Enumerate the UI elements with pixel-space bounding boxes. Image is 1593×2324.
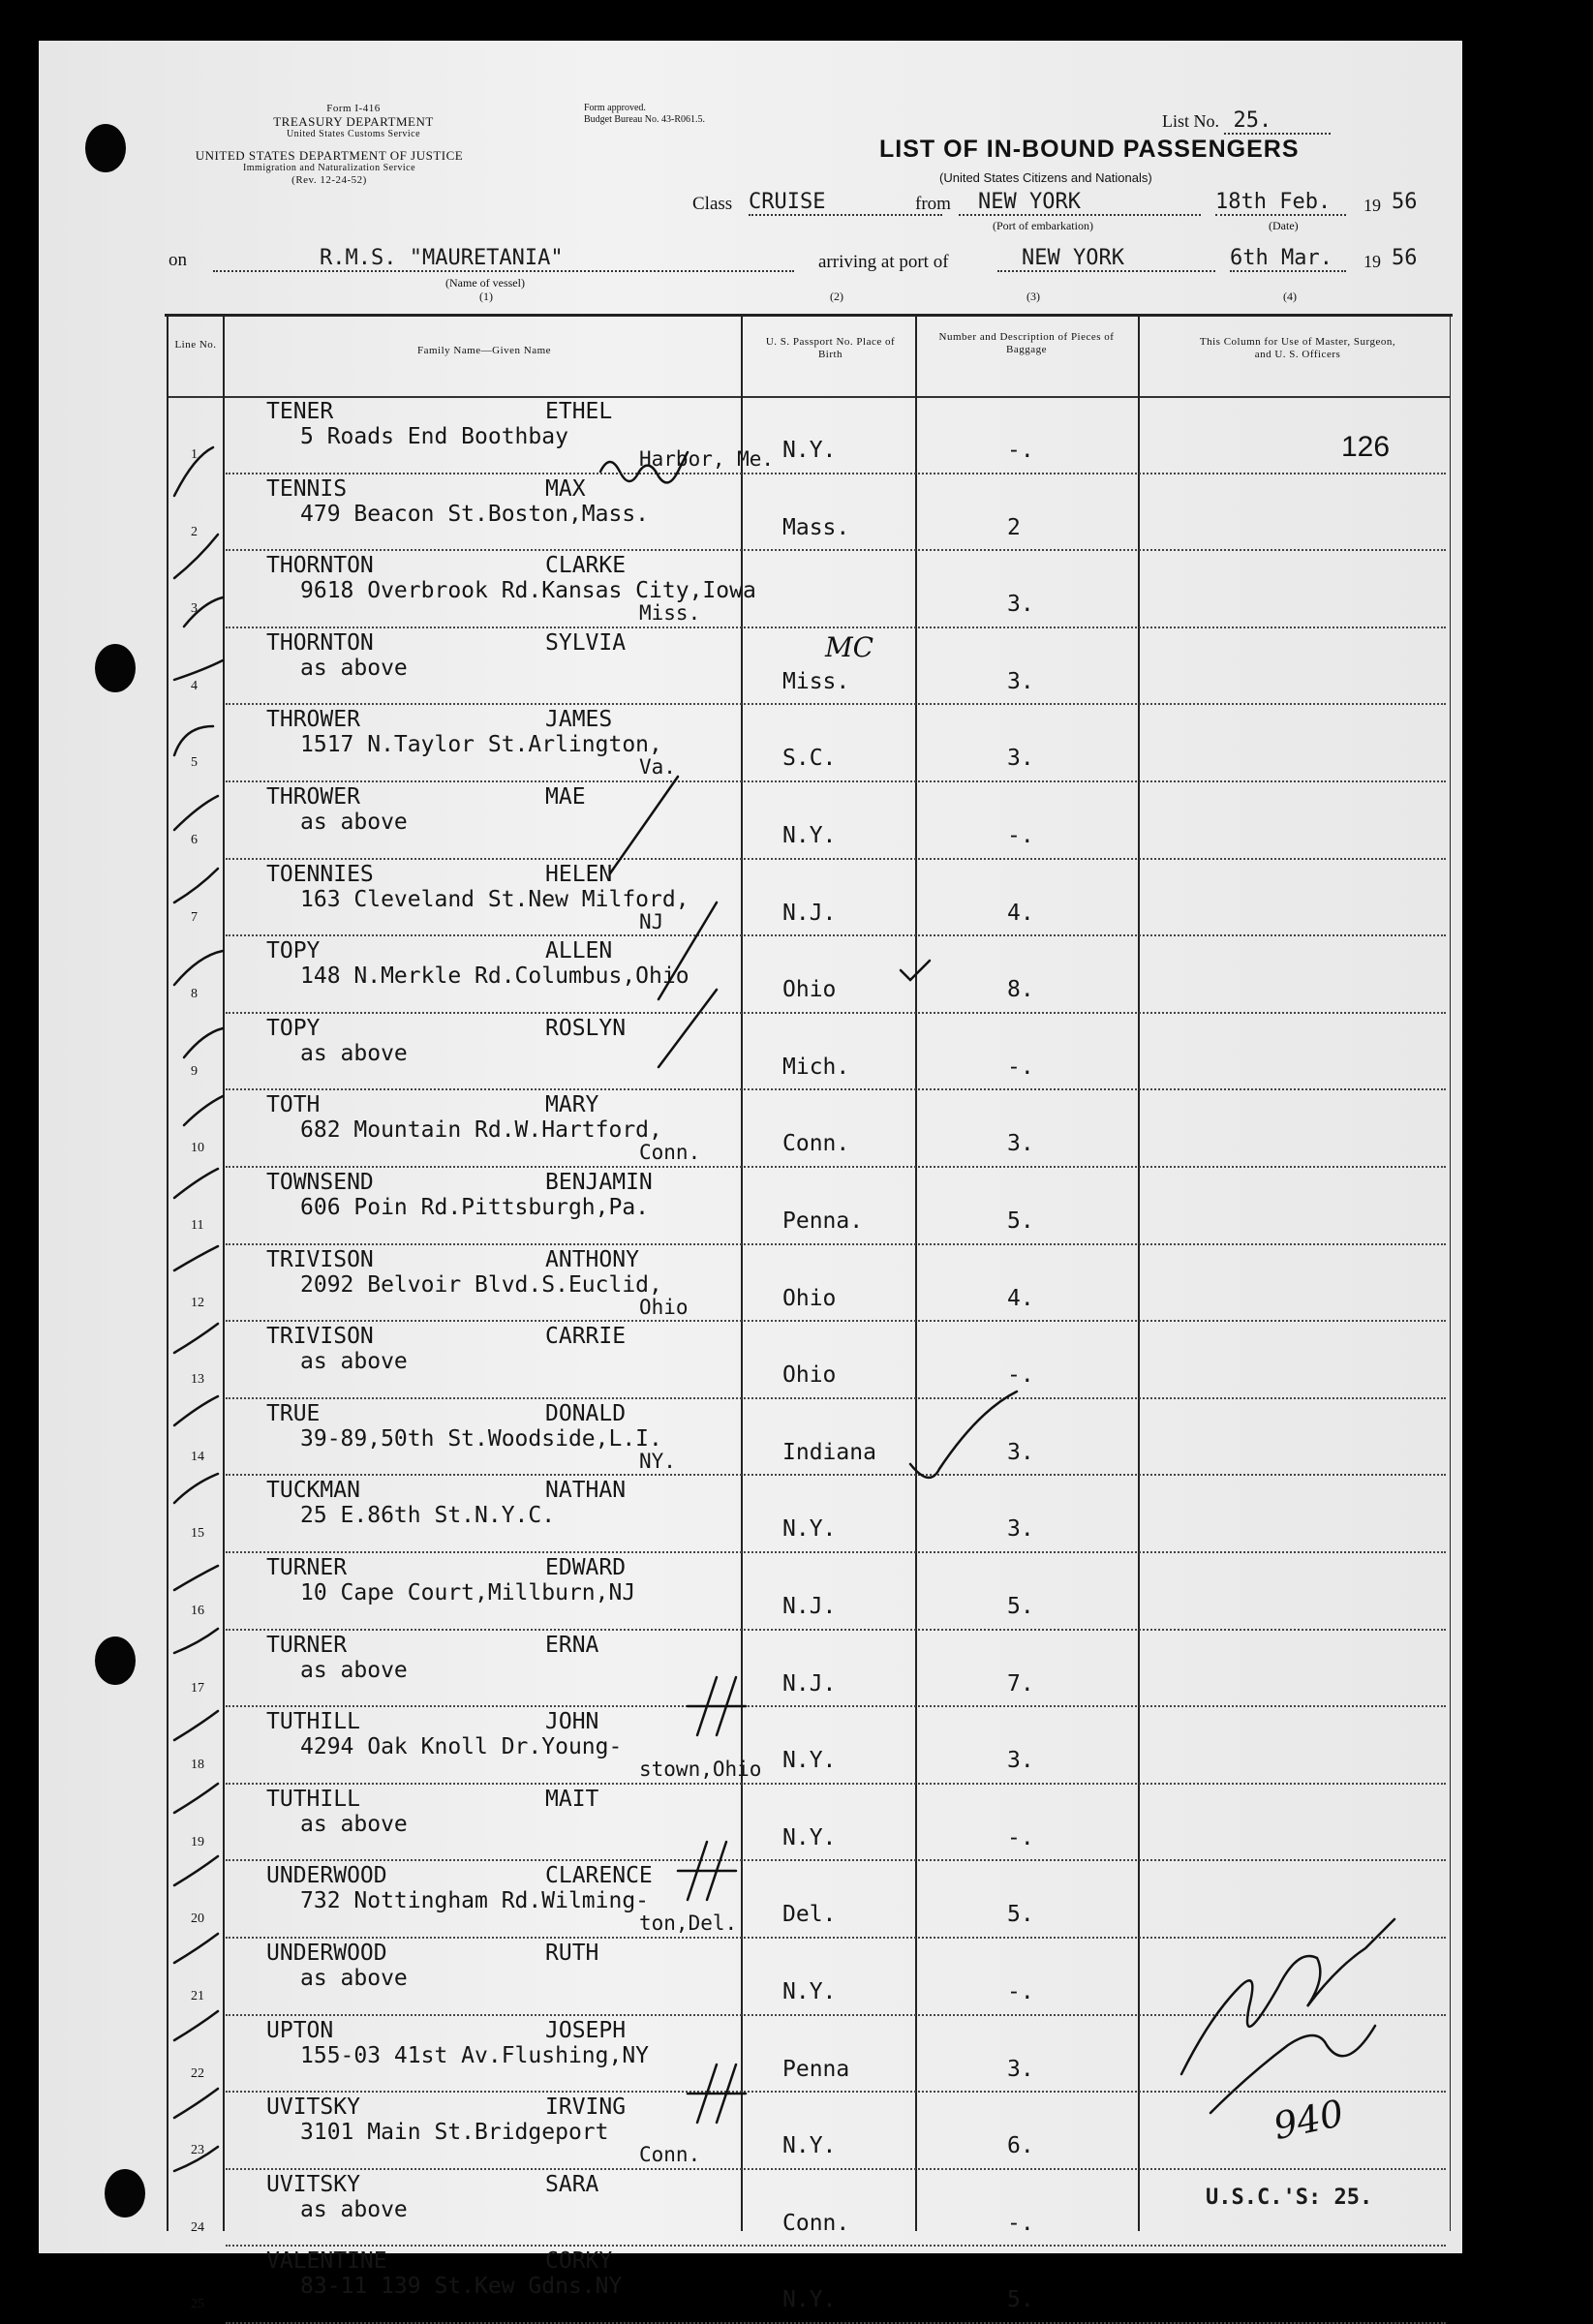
address-line-1: as above [300, 1966, 408, 1991]
table-row [39, 1476, 1462, 1553]
given-name: MARY [545, 1092, 599, 1118]
place-of-birth: Miss. [782, 668, 850, 694]
table-row [39, 1399, 1462, 1477]
family-name: TRUE [266, 1400, 321, 1426]
col-num-4: (4) [1283, 290, 1297, 303]
baggage-count: 6. [1007, 2133, 1034, 2159]
given-name: ETHEL [545, 399, 613, 424]
arriving-label: arriving at port of [818, 252, 949, 272]
table-row [39, 860, 1462, 937]
col-num-2: (2) [830, 290, 843, 303]
place-of-birth: N.Y. [782, 1516, 837, 1543]
table-row [39, 1322, 1462, 1399]
baggage-count: -. [1007, 438, 1034, 463]
baggage-count: 8. [1007, 977, 1034, 1003]
given-name: ROSLYN [545, 1015, 627, 1041]
family-name: THORNTON [266, 553, 374, 579]
class-value: CRUISE [749, 190, 942, 216]
address-line-1: 606 Poin Rd.Pittsburgh,Pa. [300, 1195, 650, 1220]
family-name: TURNER [266, 1632, 348, 1658]
table-row [39, 1090, 1462, 1168]
address-line-2: Harbor, Me. [639, 447, 775, 471]
address-line-2: Conn. [639, 2143, 701, 2167]
address-line-1: 1517 N.Taylor St.Arlington, [300, 732, 662, 758]
table-top-rule [165, 314, 1453, 317]
justice-block [155, 149, 504, 187]
given-name: HELEN [545, 861, 613, 887]
table-row [39, 2016, 1462, 2094]
table-row [39, 628, 1462, 706]
baggage-count: -. [1007, 823, 1034, 848]
line-number: 4 [191, 678, 198, 693]
line-number: 12 [191, 1295, 204, 1310]
line-number: 24 [191, 2219, 204, 2235]
justice-dept: UNITED STATES DEPARTMENT OF JUSTICE [195, 148, 464, 163]
line-number: 20 [191, 1911, 204, 1927]
place-of-birth: N.Y. [782, 2287, 837, 2313]
revision-date: (Rev. 12-24-52) [291, 174, 367, 186]
baggage-count: -. [1007, 1824, 1034, 1850]
address-line-2: Ohio [639, 1295, 689, 1319]
given-name: ANTHONY [545, 1246, 639, 1272]
address-line-2: Va. [639, 755, 676, 780]
manifest-page [39, 41, 1462, 2313]
line-number: 14 [191, 1449, 204, 1464]
address-line-1: as above [300, 810, 408, 835]
given-name: BENJAMIN [545, 1170, 653, 1195]
address-line-1: 9618 Overbrook Rd.Kansas City,Iowa [300, 578, 756, 604]
baggage-count: 3. [1007, 1131, 1034, 1157]
address-line-2: NY. [639, 1449, 676, 1473]
address-line-1: as above [300, 1349, 408, 1375]
address-line-1: 25 E.86th St.N.Y.C. [300, 1503, 556, 1529]
form-approved: Form approved. [584, 103, 646, 113]
line-number: 8 [191, 987, 198, 1002]
baggage-count: 4. [1007, 900, 1034, 926]
address-line-1: 2092 Belvoir Blvd.S.Euclid, [300, 1271, 662, 1298]
arrival-port: NEW YORK [997, 246, 1215, 272]
baggage-count: -. [1007, 2210, 1034, 2236]
given-name: CARRIE [545, 1324, 627, 1350]
family-name: UVITSKY [266, 2095, 360, 2121]
given-name: MAIT [545, 1786, 599, 1812]
given-name: ALLEN [545, 938, 613, 964]
given-name: MAX [545, 475, 586, 502]
address-line-1: 83-11 139 St.Kew Gdns.NY [300, 2274, 623, 2300]
approval-block [584, 103, 705, 126]
place-of-birth: Ohio [782, 1362, 837, 1389]
address-line-1: 155-03 41st Av.Flushing,NY [300, 2042, 650, 2068]
baggage-count: 4. [1007, 1285, 1034, 1311]
line-number: 1 [191, 447, 198, 462]
table-row [39, 551, 1462, 628]
line-number: 6 [191, 833, 198, 847]
col-header-baggage: Number and Description of Pieces of Baggage [938, 331, 1115, 355]
line-number: 3 [191, 601, 198, 617]
family-name: VALENTINE [266, 2248, 387, 2275]
place-of-birth: S.C. [782, 746, 837, 772]
table-row [39, 1168, 1462, 1245]
arrival-century: 19 [1363, 252, 1381, 271]
table-row [39, 1861, 1462, 1939]
place-of-birth: N.Y. [782, 1979, 837, 2004]
address-line-1: 5 Roads End Boothbay [300, 424, 568, 449]
list-number [1162, 108, 1331, 135]
baggage-count: -. [1007, 1054, 1034, 1080]
given-name: JOHN [545, 1709, 599, 1735]
family-name: TOWNSEND [266, 1170, 374, 1195]
address-line-1: 682 Mountain Rd.W.Hartford, [300, 1117, 662, 1144]
address-line-1: 3101 Main St.Bridgeport [300, 2120, 609, 2146]
baggage-count: 5. [1007, 1208, 1034, 1234]
treasury-dept: TREASURY DEPARTMENT [273, 114, 434, 129]
given-name: MAE [545, 784, 586, 810]
form-id-block [237, 103, 470, 140]
address-line-2: Conn. [639, 1141, 701, 1165]
baggage-count: 3. [1007, 2056, 1034, 2082]
baggage-count: 5. [1007, 1902, 1034, 1928]
line-number: 16 [191, 1604, 204, 1618]
given-name: CORKY [545, 2248, 613, 2275]
family-name: UVITSKY [266, 2171, 360, 2197]
given-name: IRVING [545, 2095, 627, 2121]
departure-century: 19 [1363, 196, 1381, 215]
ins-service: Immigration and Naturalization Service [242, 163, 416, 173]
given-name: JOSEPH [545, 2017, 627, 2043]
line-number: 17 [191, 1680, 204, 1696]
line-number: 18 [191, 1758, 204, 1773]
table-row [39, 1245, 1462, 1323]
table-row [39, 705, 1462, 782]
table-row [39, 474, 1462, 552]
line-number: 10 [191, 1141, 204, 1156]
address-line-1: 4294 Oak Knoll Dr.Young- [300, 1734, 623, 1760]
address-line-1: as above [300, 1657, 408, 1683]
given-name: DONALD [545, 1400, 627, 1426]
form-number: Form I-416 [326, 103, 381, 114]
place-of-birth: Mich. [782, 1054, 850, 1080]
table-row [39, 1553, 1462, 1631]
family-name: THORNTON [266, 629, 374, 656]
family-name: TOPY [266, 1015, 321, 1041]
line-number: 13 [191, 1372, 204, 1388]
place-of-birth: Del. [782, 1902, 837, 1928]
line-number: 21 [191, 1989, 204, 2003]
col-num-3: (3) [1026, 290, 1040, 303]
from-caption: (Port of embarkation) [993, 219, 1093, 232]
place-of-birth: Penna. [782, 1208, 864, 1234]
baggage-count: 7. [1007, 1670, 1034, 1697]
place-of-birth: Ohio [782, 1285, 837, 1311]
given-name: SYLVIA [545, 629, 627, 656]
table-row [39, 782, 1462, 860]
baggage-count: 2 [1007, 514, 1021, 540]
baggage-count: -. [1007, 1362, 1034, 1389]
address-line-1: as above [300, 655, 408, 681]
col-header-officers: This Column for Use of Master, Surgeon, and U. S. Officers [1199, 336, 1396, 360]
baggage-count: 3. [1007, 1516, 1034, 1543]
line-number: 23 [191, 2143, 204, 2158]
place-of-birth: Indiana [782, 1439, 876, 1465]
handwritten-birth-correction: MC [825, 631, 874, 663]
punch-hole [95, 1636, 136, 1685]
place-of-birth: N.Y. [782, 438, 837, 463]
family-name: TURNER [266, 1555, 348, 1580]
from-port: NEW YORK [959, 190, 1201, 216]
table-row [39, 1707, 1462, 1785]
table-row [39, 2247, 1462, 2324]
given-name: JAMES [545, 707, 613, 733]
family-name: TENER [266, 399, 334, 424]
address-line-1: 10 Cape Court,Millburn,NJ [300, 1580, 636, 1605]
vessel-name: R.M.S. "MAURETANIA" [213, 246, 794, 272]
officer-number: 126 [1341, 431, 1391, 463]
place-of-birth: N.Y. [782, 1748, 837, 1774]
punch-hole [105, 2169, 145, 2217]
family-name: TENNIS [266, 475, 348, 502]
address-line-1: 163 Cleveland St.New Milford, [300, 886, 689, 912]
place-of-birth: Ohio [782, 977, 837, 1003]
line-number: 15 [191, 1526, 204, 1542]
family-name: UPTON [266, 2017, 334, 2043]
customs-service: United States Customs Service [286, 129, 421, 139]
given-name: EDWARD [545, 1555, 627, 1580]
line-number: 11 [191, 1218, 204, 1233]
place-of-birth: N.J. [782, 1670, 837, 1697]
address-line-1: 39-89,50th St.Woodside,L.I. [300, 1425, 662, 1452]
line-number: 7 [191, 909, 198, 925]
line-number: 5 [191, 755, 198, 771]
address-line-1: as above [300, 1040, 408, 1066]
address-line-1: 732 Nottingham Rd.Wilming- [300, 1888, 650, 1914]
baggage-count: 3. [1007, 1439, 1034, 1465]
line-number: 22 [191, 2065, 204, 2081]
given-name: SARA [545, 2171, 599, 2197]
address-line-2: Miss. [639, 601, 701, 626]
punch-hole [95, 644, 136, 692]
place-of-birth: N.Y. [782, 2133, 837, 2159]
signature-number: 940 [1270, 2091, 1348, 2149]
family-name: TOPY [266, 938, 321, 964]
col-header-name: Family Name—Given Name [416, 345, 552, 356]
family-name: TRIVISON [266, 1246, 374, 1272]
col-header-passport: U. S. Passport No. Place of Birth [765, 336, 896, 360]
baggage-count: 3. [1007, 668, 1034, 694]
table-row [39, 1785, 1462, 1862]
line-number: 19 [191, 1834, 204, 1850]
address-line-2: NJ [639, 909, 664, 933]
col-header-line-no: Line No. [174, 339, 217, 351]
from-label: from [915, 194, 951, 214]
table-row [39, 1939, 1462, 2016]
family-name: TUTHILL [266, 1709, 360, 1735]
address-line-1: as above [300, 1811, 408, 1837]
address-line-1: as above [300, 2196, 408, 2222]
place-of-birth: N.Y. [782, 823, 837, 848]
given-name: RUTH [545, 1941, 599, 1966]
baggage-count: 5. [1007, 1594, 1034, 1619]
family-name: UNDERWOOD [266, 1941, 387, 1966]
family-name: TUTHILL [266, 1786, 360, 1812]
departure-year: 56 [1392, 190, 1418, 214]
given-name: ERNA [545, 1632, 599, 1658]
line-number: 2 [191, 524, 198, 539]
place-of-birth: N.Y. [782, 1824, 837, 1850]
table-row [39, 1014, 1462, 1091]
page-subtitle: (United States Citizens and Nationals) [939, 170, 1152, 185]
table-row [39, 397, 1462, 474]
line-number: 9 [191, 1063, 198, 1079]
departure-day: 18th Feb. [1215, 190, 1346, 216]
place-of-birth: Mass. [782, 514, 850, 540]
place-of-birth: N.J. [782, 900, 837, 926]
given-name: CLARKE [545, 553, 627, 579]
place-of-birth: Conn. [782, 1131, 850, 1157]
place-of-birth: Conn. [782, 2210, 850, 2236]
given-name: CLARENCE [545, 1863, 653, 1889]
punch-hole [85, 124, 126, 172]
date-caption: (Date) [1269, 219, 1299, 232]
family-name: THROWER [266, 707, 360, 733]
table-row [39, 1631, 1462, 1708]
baggage-count: -. [1007, 1979, 1034, 2004]
place-of-birth: N.J. [782, 1594, 837, 1619]
line-number: 25 [191, 2297, 204, 2312]
col-num-1: (1) [479, 290, 493, 303]
address-line-2: stown,Ohio [639, 1758, 762, 1782]
table-row [39, 2093, 1462, 2170]
place-of-birth: Penna [782, 2056, 850, 2082]
list-no-label: List No. [1162, 111, 1220, 131]
list-no-value: 25. [1224, 108, 1331, 135]
given-name: NATHAN [545, 1478, 627, 1504]
page-title: LIST OF IN-BOUND PASSENGERS [879, 136, 1300, 163]
baggage-count: 5. [1007, 2287, 1034, 2313]
baggage-count: 3. [1007, 592, 1034, 618]
baggage-count: 3. [1007, 1748, 1034, 1774]
address-line-1: 479 Beacon St.Boston,Mass. [300, 501, 650, 527]
family-name: TUCKMAN [266, 1478, 360, 1504]
family-name: THROWER [266, 784, 360, 810]
table-row [39, 936, 1462, 1014]
address-line-2: ton,Del. [639, 1911, 738, 1936]
arrival-day: 6th Mar. [1230, 246, 1346, 272]
footer-note: U.S.C.'S: 25. [1206, 2186, 1373, 2210]
vessel-caption: (Name of vessel) [445, 276, 525, 290]
budget-bureau: Budget Bureau No. 43-R061.5. [584, 114, 705, 125]
class-label: Class [692, 194, 733, 214]
on-label: on [168, 250, 187, 270]
family-name: TRIVISON [266, 1324, 374, 1350]
family-name: TOTH [266, 1092, 321, 1118]
address-line-1: 148 N.Merkle Rd.Columbus,Ohio [300, 963, 689, 990]
family-name: TOENNIES [266, 861, 374, 887]
family-name: UNDERWOOD [266, 1863, 387, 1889]
baggage-count: 3. [1007, 746, 1034, 772]
arrival-year: 56 [1392, 246, 1418, 270]
